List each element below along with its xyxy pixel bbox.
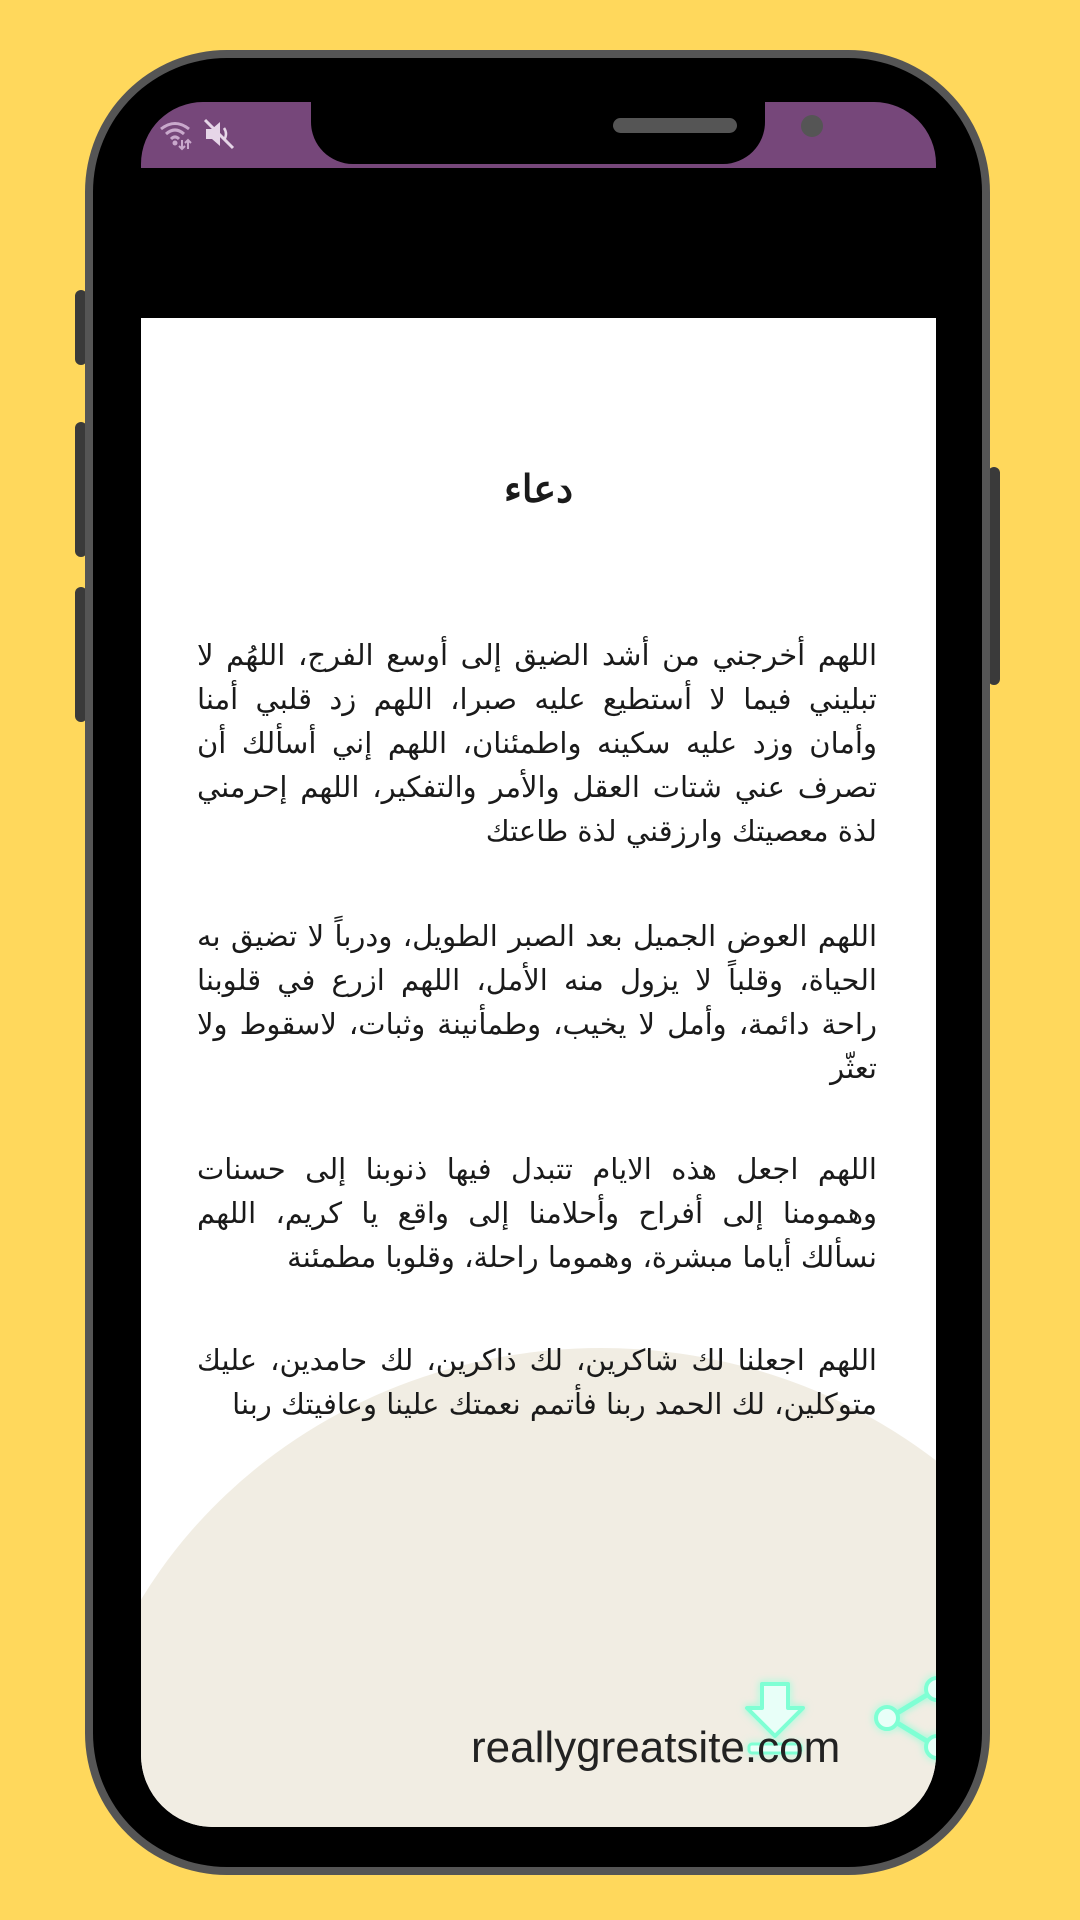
website-url: reallygreatsite.com bbox=[471, 1723, 841, 1772]
header-area bbox=[141, 168, 936, 318]
speaker-muted-icon bbox=[201, 116, 237, 152]
dua-paragraph-1: اللهم أخرجني من أشد الضيق إلى أوسع الفرج، اللهُم لا تبليني فيما لا أستطيع عليه صبرا، اللهم زد قلبي أمنا وأمان وزد عليه سكينه واطمئنان، اللهم إني أسألك أن تصرف عني شتات العقل والأمر والتفكير، اللهم إحرمني لذة معصيتك وارزقني لذة طاعتك bbox=[197, 638, 877, 848]
camera-notch bbox=[311, 102, 765, 164]
phone-screen bbox=[141, 102, 936, 1827]
dua-paragraph-3: اللهم اجعل هذه الايام تتبدل فيها ذنوبنا إلى حسنات وهمومنا إلى أفراح وأحلامنا إلى واقع يا كريم، اللهم نسألك أياما مبشرة، وهموما راحلة، وقلوبا مطمئنة bbox=[197, 1152, 877, 1274]
front-camera bbox=[801, 115, 823, 137]
page-title: دعاء bbox=[503, 466, 574, 511]
share-icon bbox=[865, 1670, 936, 1766]
dua-paragraph-2: اللهم العوض الجميل بعد الصبر الطويل، ودرباً لا تضيق به الحياة، وقلباً لا يزول منه الأمل، اللهم ازرع في قلوبنا راحة دائمة، وأمل لا يخيب، وطمأنينة وثبات، لاسقوط ولا تعثّر bbox=[197, 919, 877, 1085]
wifi-off-icon bbox=[157, 116, 193, 152]
share-button[interactable] bbox=[865, 1670, 936, 1766]
dua-paragraph-4: اللهم اجعلنا لك شاكرين، لك ذاكرين، لك حامدين، عليك متوكلين، لك الحمد ربنا فأتمم نعمتك علينا وعافيتك ربنا bbox=[197, 1343, 877, 1421]
earpiece-speaker bbox=[613, 118, 737, 133]
dua-page bbox=[141, 318, 936, 1827]
